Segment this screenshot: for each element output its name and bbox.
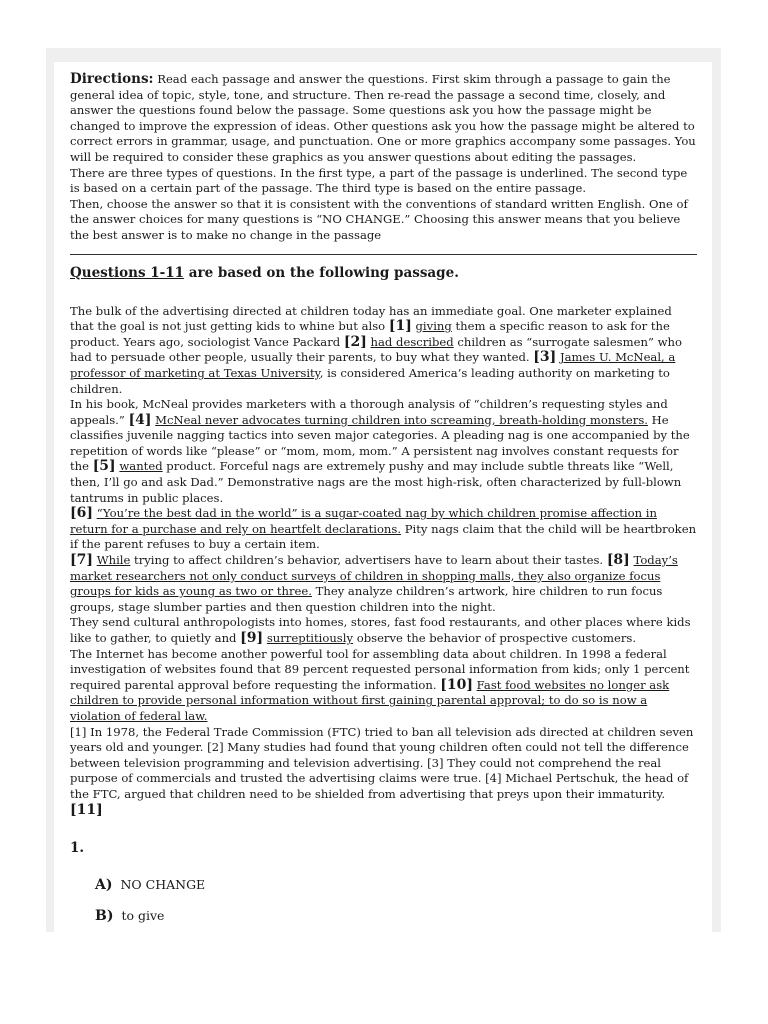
marker-8: [8] bbox=[606, 552, 630, 569]
underlined-7: While bbox=[96, 553, 131, 568]
passage-text: , is considered America’s leading authority on marketing to children. bbox=[70, 365, 670, 396]
marker-5: [5] bbox=[92, 458, 116, 475]
directions-block bbox=[70, 72, 697, 244]
worksheet-content bbox=[70, 72, 697, 925]
passage-text: [1] In 1978, the Federal Trade Commission (FTC) tried to ban all television ads directed at children seven years old and younger. [2] Many studies had found that young children often could not tell the difference between television programming and television advertising. [3] They could not comprehend the real purpose of commercials and trusted the advertising claims were true. [4] Michael Pertschuk, the head of the FTC, argued that children need to be shielded from advertising that preys upon their immaturity. bbox=[70, 724, 694, 801]
passage-text: product. Forceful nags are extremely pushy and may include subtle threats like “Well, then, I’ll go and ask Dad.” Demonstrative nags are the most high-risk, often characterized by full-blown tantrums in public places. bbox=[70, 459, 682, 505]
directions-paragraph-1 bbox=[70, 72, 697, 166]
directions-label: Directions: bbox=[70, 71, 154, 87]
underlined-10: Fast food websites no longer ask children to provide personal information without first gaining parental approval; to do so is now a violation of federal law. bbox=[70, 677, 670, 723]
passage-text: He classifies juvenile nagging tactics into seven major categories. A pleading nag is one accompanied by the repetition of words like “please” or “mom, mom, mom.” A persistent nag involves constant requests for the bbox=[70, 412, 690, 474]
questions-heading bbox=[70, 264, 697, 282]
choice-letter-b: B) bbox=[95, 908, 114, 925]
underlined-2: had described bbox=[370, 334, 454, 349]
passage-paragraph-1 bbox=[70, 304, 697, 398]
passage-paragraph-7 bbox=[70, 725, 697, 819]
passage-paragraph-2 bbox=[70, 397, 697, 506]
choice-letter-a: A) bbox=[95, 876, 113, 893]
questions-heading-rest: are based on the following passage. bbox=[184, 264, 459, 281]
marker-11: [11] bbox=[70, 801, 103, 818]
section-divider bbox=[70, 254, 697, 255]
underlined-4: McNeal never advocates turning children into screaming, breath-holding monsters. bbox=[155, 412, 648, 427]
marker-10: [10] bbox=[440, 676, 473, 693]
passage-text: trying to affect children’s behavior, advertisers have to learn about their tastes. bbox=[130, 553, 607, 568]
passage-paragraph-3 bbox=[70, 506, 697, 553]
passage-paragraph-6 bbox=[70, 647, 697, 725]
directions-paragraph-2: There are three types of questions. In the first type, a part of the passage is underlined. The second type is based on a certain part of the passage. The third type is based on the entire passage. bbox=[70, 165, 688, 196]
passage-text: The bulk of the advertising directed at children today has an immediate goal. One marketer explained that the goal is not just getting kids to whine but also bbox=[70, 303, 672, 334]
passage-text: The Internet has become another powerful tool for assembling data about children. In 1998 a federal investigation of websites found that 89 percent requested personal information from kids; only 1 percent required parental approval before requesting the information. bbox=[70, 646, 690, 692]
marker-7: [7] bbox=[70, 552, 93, 569]
choice-text-b: to give bbox=[121, 908, 165, 924]
underlined-1: giving bbox=[415, 319, 452, 334]
passage-text: children as “surrogate salesmen” who had to persuade other people, usually their parents, to buy what they wanted. bbox=[70, 334, 682, 365]
marker-2: [2] bbox=[343, 333, 367, 350]
underlined-9: surreptitiously bbox=[266, 631, 354, 645]
questions-range: Questions 1-11 bbox=[70, 264, 185, 281]
marker-4: [4] bbox=[128, 411, 152, 428]
passage-text: They send cultural anthropologists into homes, stores, fast food restaurants, and other places where kids like to gather, to quietly and bbox=[70, 615, 691, 645]
passage-text: They analyze children’s artwork, hire children to run focus groups, stage slumber parties and then question children into the night. bbox=[70, 584, 663, 614]
question-number: 1. bbox=[70, 840, 85, 857]
directions-text-1: Read each passage and answer the questions. First skim through a passage to gain the general idea of topic, style, tone, and structure. Then re-read the passage a second time, closely, and answer the questions found below the passage. Some questions ask you how the passage might be changed to improve the expression of ideas. Other questions ask you how the passage might be altered to correct errors in grammar, usage, and punctuation. One or more graphics accompany some passages. You will be required to consider these graphics as you answer questions about editing the passages. bbox=[70, 72, 696, 164]
marker-3: [3] bbox=[533, 349, 557, 366]
marker-1: [1] bbox=[388, 318, 412, 335]
passage-text: them a specific reason to ask for the product. Years ago, sociologist Vance Packard bbox=[70, 319, 670, 349]
worksheet-page bbox=[54, 62, 712, 932]
marker-6: [6] bbox=[70, 505, 93, 522]
choice-text-a: NO CHANGE bbox=[120, 876, 206, 892]
passage-text: Pity nags claim that the child will be heartbroken if the parent refuses to buy a certain item. bbox=[70, 521, 697, 552]
passage-text: observe the behavior of prospective customers. bbox=[353, 631, 637, 645]
answer-choice-a[interactable] bbox=[95, 877, 697, 894]
passage-paragraph-4 bbox=[70, 553, 697, 615]
passage-text: In his book, McNeal provides marketers with a thorough analysis of “children’s requesting styles and appeals.” bbox=[70, 397, 668, 427]
passage bbox=[70, 304, 697, 819]
underlined-6: “You’re the best dad in the world” is a sugar-coated nag by which children promise affection in return for a purchase and rely on heartfelt declarations. bbox=[70, 506, 657, 536]
directions-paragraph-3: Then, choose the answer so that it is consistent with the conventions of standard written English. One of the answer choices for many questions is “NO CHANGE.” Choosing this answer means that you believe the best answer is to make no change in the passage bbox=[70, 196, 688, 242]
passage-paragraph-5 bbox=[70, 615, 697, 646]
marker-9: [9] bbox=[240, 630, 264, 646]
answer-choice-b[interactable] bbox=[95, 908, 697, 925]
underlined-3: James U. McNeal, a professor of marketing at Texas University bbox=[70, 350, 676, 380]
underlined-8: Today’s market researchers not only conduct surveys of children in shopping malls, they also organize focus groups for kids as young as two or three. bbox=[70, 553, 678, 599]
underlined-5: wanted bbox=[119, 459, 163, 474]
